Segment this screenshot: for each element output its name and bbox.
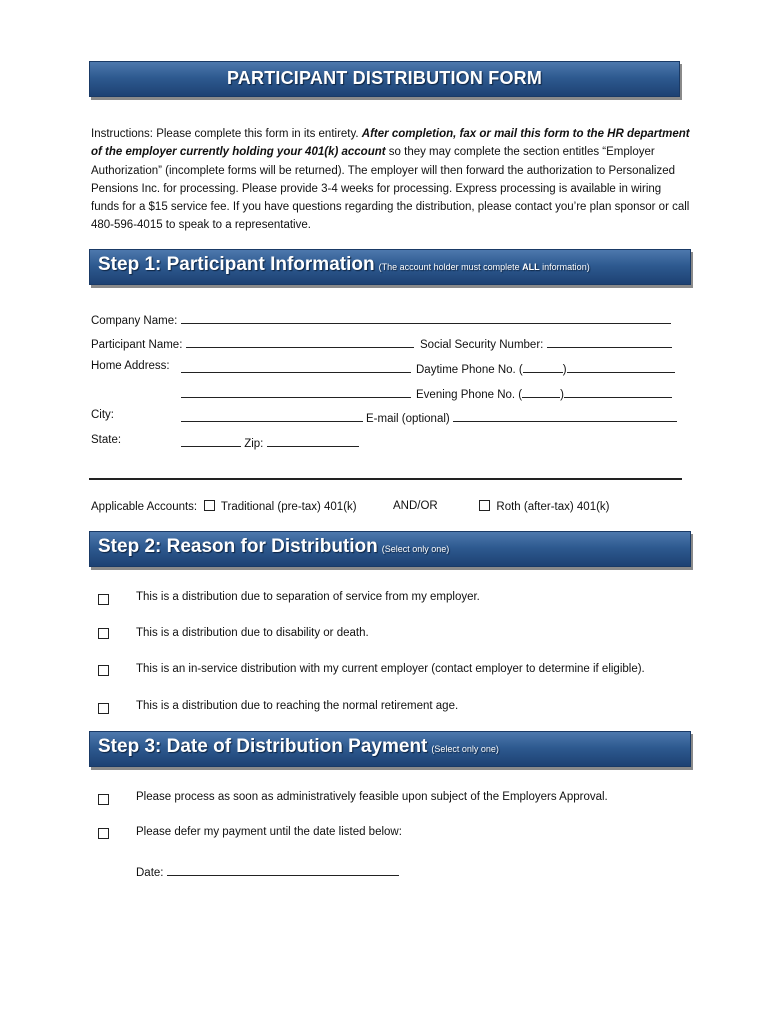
evening-phone-field[interactable] [564,385,672,398]
company-name-label: Company Name: [91,315,178,327]
ssn-field[interactable] [547,335,672,348]
reason-retirement-checkbox[interactable] [98,703,109,714]
daytime-phone-field[interactable] [567,360,675,373]
roth-label: Roth (after-tax) 401(k) [496,501,610,513]
step1-title: Step 1: Participant Information [98,254,375,275]
step1-note-bold: ALL [522,262,540,272]
instructions-lead: Instructions: Please complete this form in its entirety. [91,128,362,140]
city-row [181,409,363,425]
step1-note-post: information) [539,262,590,272]
state-field[interactable] [181,434,241,447]
reason-separation-checkbox[interactable] [98,594,109,605]
company-name-field[interactable] [181,311,671,324]
city-label: City: [91,409,114,421]
andor-label: AND/OR [393,500,438,512]
zip-label: Zip: [244,438,264,450]
home-address-line2 [181,385,411,401]
evening-paren-close: ) [560,389,564,401]
city-field[interactable] [181,409,363,422]
step1-note [379,262,590,272]
reason-separation-label: This is a distribution due to separation of service from my employer. [136,591,480,603]
payment-asap-label: Please process as soon as administratively feasible upon subject of the Employers Approval. [136,791,608,803]
date-label: Date: [136,867,164,879]
instructions-paragraph [91,125,691,235]
participant-name-field[interactable] [186,335,414,348]
reason-disability-checkbox[interactable] [98,628,109,639]
roth-row [479,500,610,513]
home-address-field-2[interactable] [181,385,411,398]
home-address-label: Home Address: [91,360,170,372]
step3-banner [89,731,691,767]
step3-header [98,736,499,758]
step1-header [98,254,590,276]
daytime-area-code-field[interactable] [523,360,563,373]
state-zip-row [181,434,359,450]
email-label: E-mail (optional) [366,413,450,425]
participant-name-row [91,335,414,351]
step2-title: Step 2: Reason for Distribution [98,536,378,557]
form-title: PARTICIPANT DISTRIBUTION FORM [226,68,543,88]
evening-phone-row [416,385,672,401]
step2-header [98,536,449,558]
evening-phone-label: Evening Phone No. ( [416,389,523,401]
traditional-label: Traditional (pre-tax) 401(k) [220,501,357,513]
daytime-paren-close: ) [562,364,567,376]
daytime-phone-label: Daytime Phone No. ( [416,364,523,376]
step3-note: (Select only one) [431,744,499,754]
reason-disability-label: This is a distribution due to disability or death. [136,627,369,639]
participant-name-label: Participant Name: [91,339,183,351]
section-divider [89,478,682,480]
step1-banner [89,249,691,285]
reason-in-service-checkbox[interactable] [98,665,109,676]
payment-asap-checkbox[interactable] [98,794,109,805]
instructions-emphasis: After completion, fax or mail this form to the HR department of the employer currently holding your 401(k) account [91,128,690,159]
roth-checkbox[interactable] [479,500,490,511]
reason-in-service-label: This is an in-service distribution with my current employer (contact employer to determine if eligible). [136,663,645,675]
zip-field[interactable] [267,434,359,447]
step1-note-pre: (The account holder must complete [378,262,523,272]
applicable-accounts-row [91,500,357,513]
instructions-rest: so they may complete the section entitles “Employer Authorization” (incomplete forms will be returned). The employer will then forward the authorization to Personalized Pensions Inc. for processing. Please provide 3-4 weeks for processing. Express processing is available in wiring funds for a $15 service fee. If you have questions regarding the distribution, please contact you’re plan sponsor or call 480-596-4015 to speak to a representative. [91,146,690,232]
home-address-line1 [181,360,411,376]
step2-note: (Select only one) [381,544,450,554]
company-name-row [91,311,671,327]
email-field[interactable] [453,409,677,422]
evening-area-code-field[interactable] [522,385,560,398]
payment-defer-label: Please defer my payment until the date listed below: [136,826,402,838]
payment-defer-checkbox[interactable] [98,828,109,839]
step2-banner [89,531,691,567]
reason-retirement-label: This is a distribution due to reaching the normal retirement age. [136,700,459,712]
date-field[interactable] [167,863,399,876]
form-title-banner [89,61,680,97]
state-label: State: [91,434,122,446]
step3-title: Step 3: Date of Distribution Payment [98,736,428,757]
home-address-field-1[interactable] [181,360,411,373]
email-row [366,409,677,425]
applicable-accounts-label: Applicable Accounts: [91,501,198,513]
ssn-label: Social Security Number: [420,339,544,351]
daytime-phone-row [416,360,675,376]
traditional-checkbox[interactable] [204,500,215,511]
ssn-row [420,335,672,351]
date-row [136,863,399,879]
